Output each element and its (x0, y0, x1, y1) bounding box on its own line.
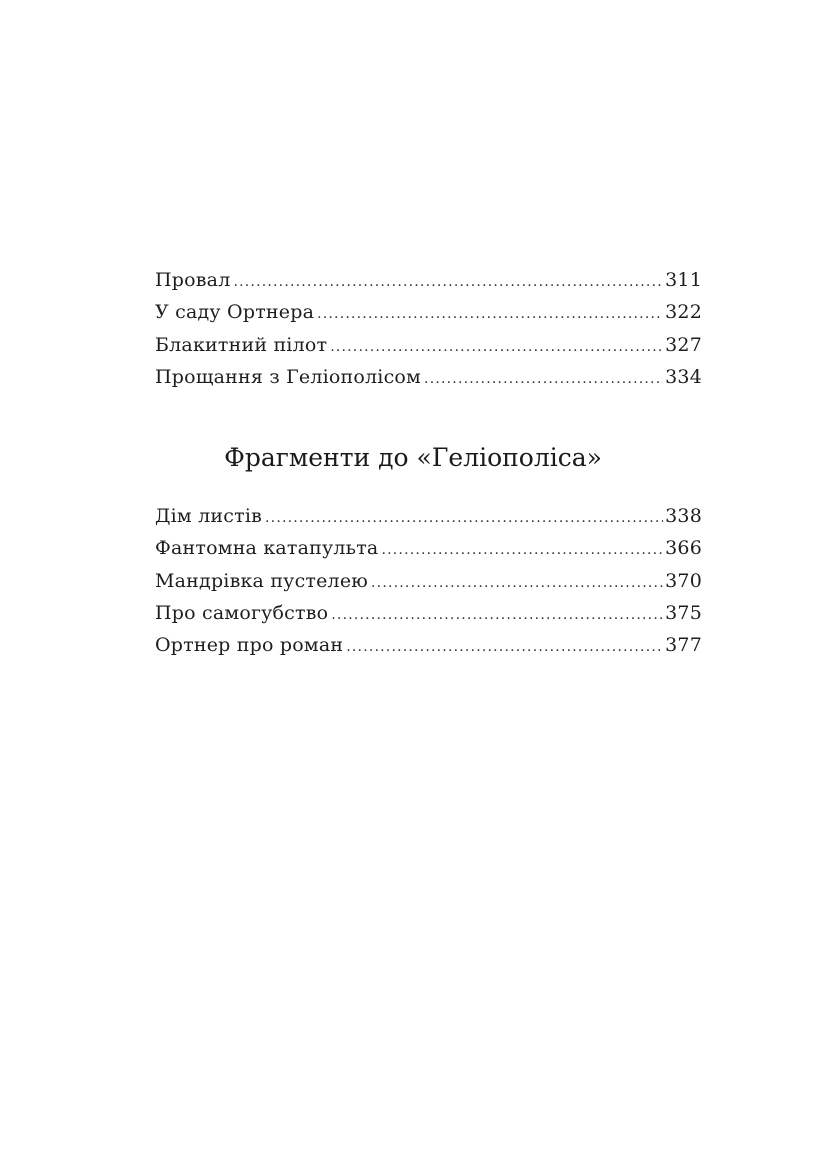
toc-entry[interactable] (155, 366, 702, 398)
toc-entry-title: Прощання з Геліополісом (155, 365, 422, 388)
toc-entry-title: Ортнер про роман (155, 634, 344, 657)
toc-entry-title: Фантомна катапульта (155, 537, 379, 560)
toc-entry-title: Провал (155, 269, 231, 291)
dot-leader (346, 639, 663, 655)
toc-entry[interactable] (155, 602, 702, 634)
dot-leader (371, 575, 663, 591)
toc-entry-title: Блакитний пілот (155, 333, 328, 356)
toc-entry-page: 311 (665, 269, 702, 291)
toc-entry[interactable] (155, 570, 702, 602)
toc-entry-page: 334 (665, 365, 702, 388)
toc-entry-page: 338 (665, 505, 702, 527)
toc-entry[interactable] (155, 301, 702, 333)
toc-entry-title: У саду Ортнера (155, 301, 315, 324)
toc-entry-page: 327 (665, 333, 702, 356)
dot-leader (233, 274, 663, 290)
toc-entry-page: 322 (665, 301, 702, 324)
toc-entry[interactable] (155, 269, 702, 301)
toc-entry-title: Про самогубство (155, 601, 329, 624)
toc-list-part-1 (155, 269, 702, 398)
dot-leader (317, 306, 663, 322)
toc-entry-title: Мандрівка пустелею (155, 569, 369, 592)
toc-entry-title: Дім листів (155, 505, 263, 527)
dot-leader (381, 542, 663, 558)
toc-entry-page: 375 (665, 601, 702, 624)
toc-entry-page: 370 (665, 569, 702, 592)
toc-list-part-2 (155, 505, 702, 666)
toc-entry[interactable] (155, 334, 702, 366)
toc-entry[interactable] (155, 505, 702, 537)
dot-leader (424, 371, 663, 387)
toc-entry-page: 366 (665, 537, 702, 560)
toc-entry-page: 377 (665, 634, 702, 657)
dot-leader (265, 510, 663, 526)
toc-entry[interactable] (155, 634, 702, 666)
section-heading-text: Фрагменти до «Геліополіса» (224, 443, 602, 472)
section-heading (0, 443, 828, 472)
toc-entry[interactable] (155, 537, 702, 569)
dot-leader (330, 339, 663, 355)
dot-leader (331, 607, 663, 623)
